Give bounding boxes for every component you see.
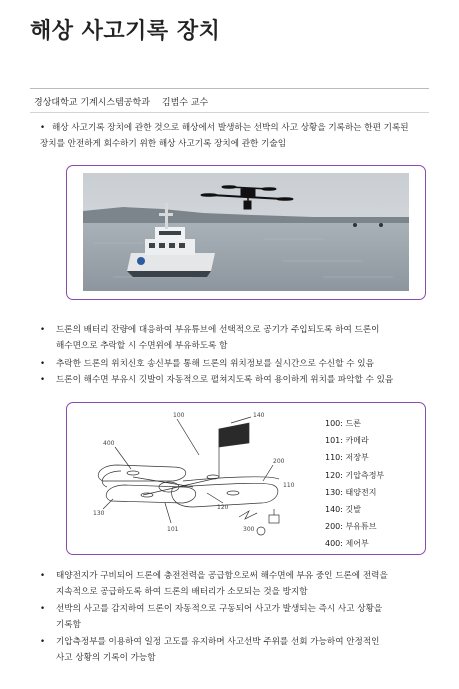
effect-line: 사고 상황의 기록이 가능함 — [56, 653, 156, 663]
bullet: • — [40, 637, 46, 647]
effect-item — [30, 634, 434, 666]
callout-110: 110 — [283, 482, 295, 489]
feature-line: 드론의 배터리 잔량에 대응하여 부유튜브에 선택적으로 공기가 주입되도록 하여 드론이 — [56, 325, 380, 335]
patent-diagram — [73, 407, 297, 549]
effect-line: 선박의 사고를 감지하여 드론이 자동적으로 구동되어 사고가 발생되는 즉시 사고 상황을 — [56, 604, 383, 614]
feature-item — [30, 322, 434, 354]
bullet: • — [40, 123, 46, 133]
callout-140: 140 — [253, 412, 265, 419]
page-title: 해상 사고기록 장치 — [30, 19, 221, 44]
diagram-frame — [66, 402, 426, 555]
feature-line: 드론이 해수면 부유시 깃발이 자동적으로 펼쳐지도록 하여 용이하게 위치를 파악할 수 있음 — [56, 375, 394, 385]
callout-400: 400 — [103, 440, 115, 447]
author-line — [34, 95, 208, 108]
effect-line: 지속적으로 공급하도록 하여 드론의 배터리가 소모되는 것을 방지함 — [56, 587, 308, 597]
feature-line: 추락한 드론의 위치신호 송신부를 통해 드론의 위치정보를 실시간으로 수신할 수 있음 — [56, 359, 374, 369]
callout-200: 200 — [273, 458, 285, 465]
author-affiliation: 경상대학교 기계시스템공학과 — [34, 98, 150, 108]
bullet: • — [40, 325, 46, 335]
intro-line: 장치를 안전하게 회수하기 위한 해상 사고기록 장치에 관한 기술임 — [40, 139, 286, 149]
effect-line: 기록함 — [56, 620, 81, 630]
bullet: • — [40, 604, 46, 614]
intro-line: 해상 사고기록 장치에 관한 것으로 해상에서 발생하는 선박의 사고 상황을 기록하는 한편 기록된 — [52, 123, 409, 133]
drone-ship-photo — [83, 173, 409, 291]
legend-item: 101: 카메라 — [325, 436, 369, 446]
feature-line: 해수면으로 추락할 시 수면위에 부유하도록 함 — [56, 341, 228, 351]
legend-item: 110: 저장부 — [325, 453, 369, 463]
feature-item — [30, 372, 434, 388]
author-divider — [30, 112, 429, 113]
effect-item — [30, 601, 434, 633]
legend-item: 100: 드론 — [325, 419, 361, 428]
legend-item: 120: 기압측정부 — [325, 470, 385, 480]
legend-item: 140: 깃발 — [325, 505, 361, 515]
legend-item: 400: 제어부 — [325, 539, 369, 549]
author-name: 김범수 교수 — [161, 98, 209, 108]
effect-line: 기압측정부를 이용하여 일정 고도를 유지하며 사고선박 주위를 선회 가능하여 안정적인 — [56, 637, 380, 647]
callout-100: 100 — [173, 412, 185, 419]
effect-item — [30, 568, 434, 600]
bullet: • — [40, 571, 46, 581]
effect-line: 태양전지가 구비되어 드론에 충전전력을 공급함으로써 해수면에 부유 중인 드론에 전력을 — [56, 571, 388, 581]
feature-item — [30, 356, 434, 372]
callout-120: 120 — [217, 504, 229, 511]
bullet: • — [40, 359, 46, 369]
intro-paragraph — [30, 120, 434, 152]
title-divider — [30, 88, 429, 89]
callout-101: 101 — [167, 526, 179, 533]
legend-item: 200: 부유튜브 — [325, 522, 377, 532]
diagram-legend — [325, 415, 384, 553]
callout-300: 300 — [243, 526, 255, 533]
photo-frame — [66, 165, 426, 300]
bullet: • — [40, 375, 46, 385]
legend-item: 130: 태양전지 — [325, 487, 377, 497]
callout-130: 130 — [93, 510, 105, 517]
